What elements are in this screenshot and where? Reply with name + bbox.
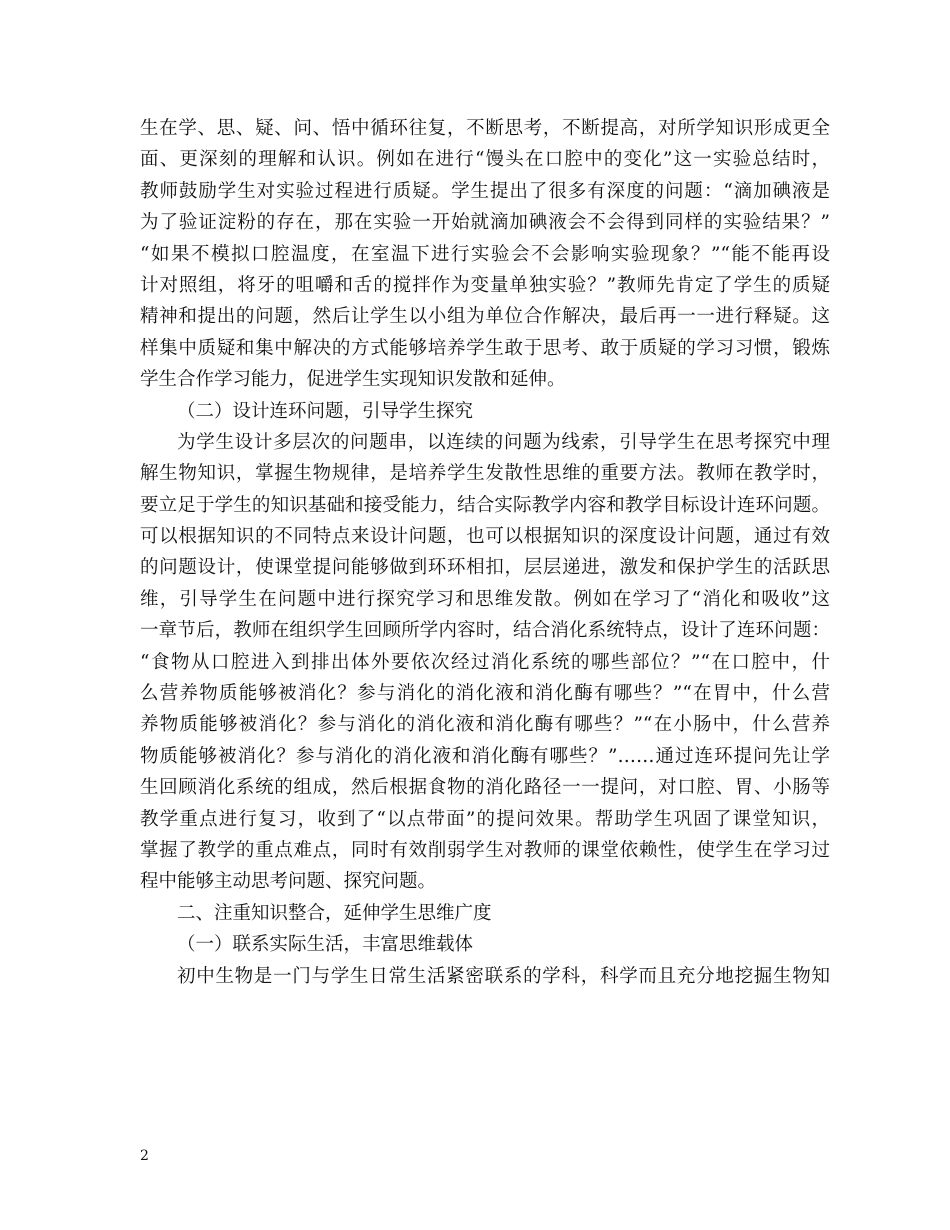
text-line: 计对照组，将牙的咀嚼和舌的搅拌作为变量单独实验？”教师先肯定了学生的质疑 bbox=[140, 274, 830, 296]
text-line: 维，引导学生在问题中进行探究学习和思维发散。例如在学习了“消化和吸收”这 bbox=[140, 588, 830, 610]
text-line: “如果不模拟口腔温度，在室温下进行实验会不会影响实验现象？”“能不能再设 bbox=[140, 243, 830, 265]
text-line: 学生合作学习能力，促进学生实现知识发散和延伸。 bbox=[140, 369, 566, 391]
text-line: 可以根据知识的不同特点来设计问题，也可以根据知识的深度设计问题，通过有效 bbox=[140, 526, 830, 548]
text-line: （二）设计连环问题，引导学生探究 bbox=[177, 400, 474, 422]
text-line: 掌握了教学的重点难点，同时有效削弱学生对教师的课堂依赖性，使学生在学习过 bbox=[140, 839, 830, 861]
text-line: 物质能够被消化？参与消化的消化液和消化酶有哪些？”……通过连环提问先让学 bbox=[140, 745, 830, 767]
text-line: 样集中质疑和集中解决的方式能够培养学生敢于思考、敢于质疑的学习习惯，锻炼 bbox=[140, 337, 830, 359]
text-line: 面、更深刻的理解和认识。例如在进行“馒头在口腔中的变化”这一实验总结时， bbox=[140, 149, 830, 171]
text-line: 初中生物是一门与学生日常生活紧密联系的学科，科学而且充分地挖掘生物知 bbox=[177, 965, 830, 987]
text-line: 要立足于学生的知识基础和接受能力，结合实际教学内容和教学目标设计连环问题。 bbox=[140, 494, 830, 516]
page-number: 2 bbox=[140, 1148, 149, 1164]
text-line: “食物从口腔进入到排出体外要依次经过消化系统的哪些部位？”“在口腔中，什 bbox=[140, 651, 830, 673]
text-line: 教师鼓励学生对实验过程进行质疑。学生提出了很多有深度的问题：“滴加碘液是 bbox=[140, 180, 830, 202]
text-line: 为学生设计多层次的问题串，以连续的问题为线索，引导学生在思考探究中理 bbox=[177, 431, 830, 453]
text-line: 二、注重知识整合，延伸学生思维广度 bbox=[177, 902, 492, 924]
body-text bbox=[140, 113, 830, 992]
text-line: 为了验证淀粉的存在，那在实验一开始就滴加碘液会不会得到同样的实验结果？” bbox=[140, 212, 830, 234]
text-line: 教学重点进行复习，收到了“以点带面”的提问效果。帮助学生巩固了课堂知识， bbox=[140, 808, 830, 830]
text-line: 精神和提出的问题，然后让学生以小组为单位合作解决，最后再一一进行释疑。这 bbox=[140, 306, 830, 328]
text-line: 程中能够主动思考问题、探究问题。 bbox=[140, 871, 437, 893]
text-line: 养物质能够被消化？参与消化的消化液和消化酶有哪些？”“在小肠中，什么营养 bbox=[140, 714, 830, 736]
text-line: 解生物知识，掌握生物规律，是培养学生发散性思维的重要方法。教师在教学时， bbox=[140, 463, 830, 485]
text-line: 生回顾消化系统的组成，然后根据食物的消化路径一一提问，对口腔、胃、小肠等 bbox=[140, 777, 830, 799]
text-line: 的问题设计，使课堂提问能够做到环环相扣，层层递进，激发和保护学生的活跃思 bbox=[140, 557, 830, 579]
text-line: 生在学、思、疑、问、悟中循环往复，不断思考，不断提高，对所学知识形成更全 bbox=[140, 118, 830, 139]
text-line: （一）联系实际生活，丰富思维载体 bbox=[177, 934, 474, 956]
text-line: 一章节后，教师在组织学生回顾所学内容时，结合消化系统特点，设计了连环问题： bbox=[140, 620, 830, 642]
text-line: 么营养物质能够被消化？参与消化的消化液和消化酶有哪些？”“在胃中，什么营 bbox=[140, 683, 830, 705]
